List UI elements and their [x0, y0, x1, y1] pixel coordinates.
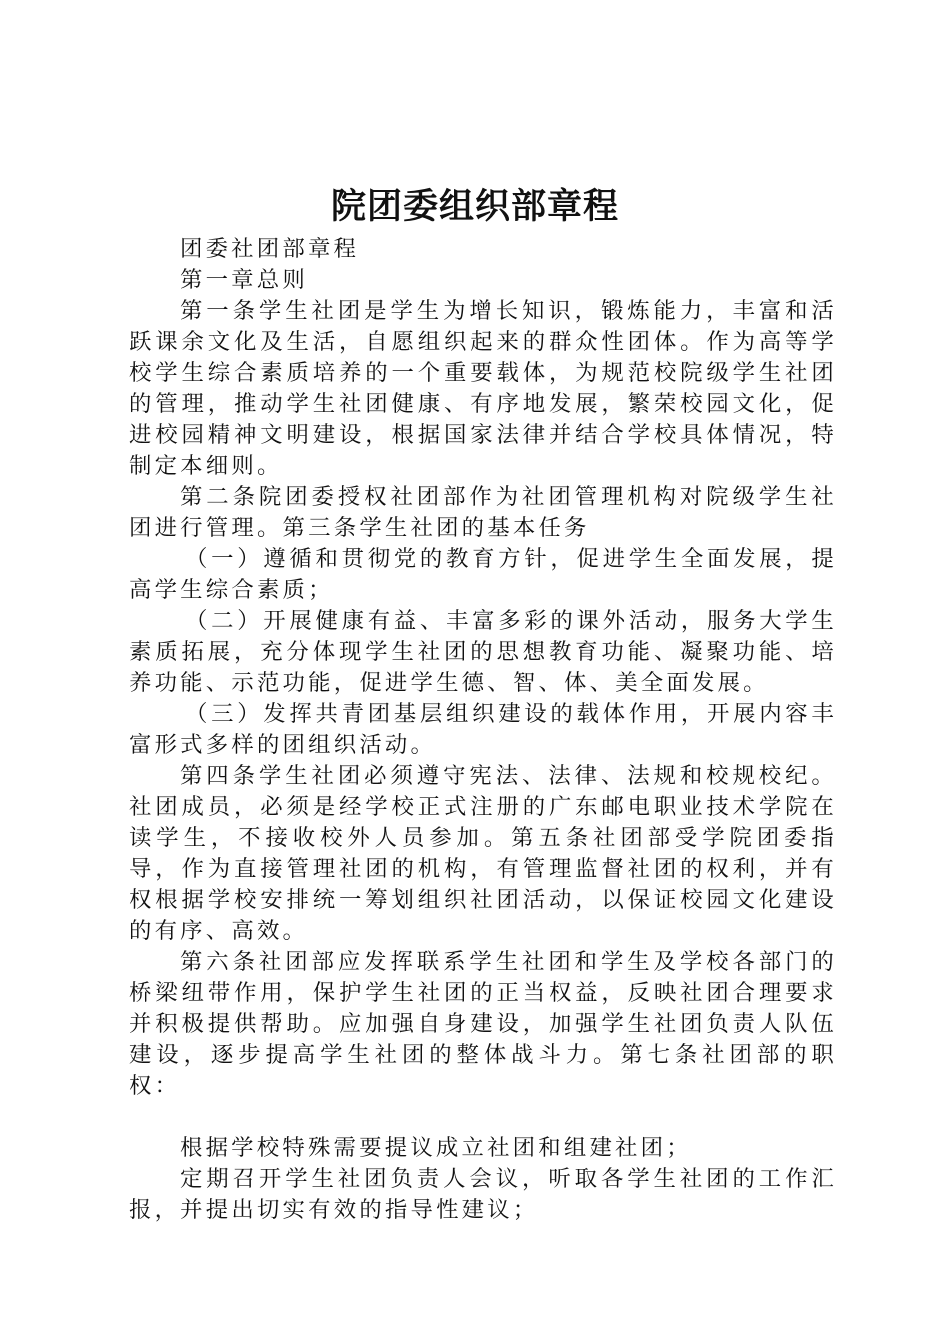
paragraph-article-6-7: 第六条社团部应发挥联系学生社团和学生及学校各部门的桥梁纽带作用，保护学生社团的正当权益，反映社团合理要求并积极提供帮助。应加强自身建设，加强学生社团负责人队伍建设，逐步提高学生社团的整体战斗力。第七条社团部的职权：: [129, 949, 837, 1099]
paragraph-article-4-5: 第四条学生社团必须遵守宪法、法律、法规和校规校纪。社团成员，必须是经学校正式注册的广东邮电职业技术学院在读学生，不接收校外人员参加。第五条社团部受学院团委指导，作为直接管理社团的机构，有管理监督社团的权利，并有权根据学校安排统一筹划组织社团活动，以保证校园文化建设的有序、高效。: [129, 763, 837, 944]
document-body: [129, 234, 837, 1226]
paragraph-task-1: （一）遵循和贯彻党的教育方针，促进学生全面发展，提高学生综合素质；: [129, 546, 837, 603]
paragraph-power-1: 根据学校特殊需要提议成立社团和组建社团；: [180, 1135, 692, 1161]
paragraph-power-2: 定期召开学生社团负责人会议，听取各学生社团的工作汇报，并提出切实有效的指导性建议；: [129, 1166, 837, 1223]
paragraph-subtitle: 团委社团部章程: [180, 236, 360, 262]
paragraph-article-1: 第一条学生社团是学生为增长知识，锻炼能力，丰富和活跃课余文化及生活，自愿组织起来的群众性团体。作为高等学校学生综合素质培养的一个重要载体，为规范校院级学生社团的管理，推动学生社团健康、有序地发展，繁荣校园文化，促进校园精神文明建设，根据国家法律并结合学校具体情况，特制定本细则。: [129, 298, 837, 479]
paragraph-task-3: （三）发挥共青团基层组织建设的载体作用，开展内容丰富形式多样的团组织活动。: [129, 701, 837, 758]
paragraph-chapter-heading: 第一章总则: [180, 267, 308, 293]
paragraph-task-2: （二）开展健康有益、丰富多彩的课外活动，服务大学生素质拓展，充分体现学生社团的思想教育功能、凝聚功能、培养功能、示范功能，促进学生德、智、体、美全面发展。: [129, 608, 837, 696]
paragraph-article-2-3: 第二条院团委授权社团部作为社团管理机构对院级学生社团进行管理。第三条学生社团的基本任务: [129, 484, 837, 541]
document-title: 院团委组织部章程: [330, 186, 619, 227]
